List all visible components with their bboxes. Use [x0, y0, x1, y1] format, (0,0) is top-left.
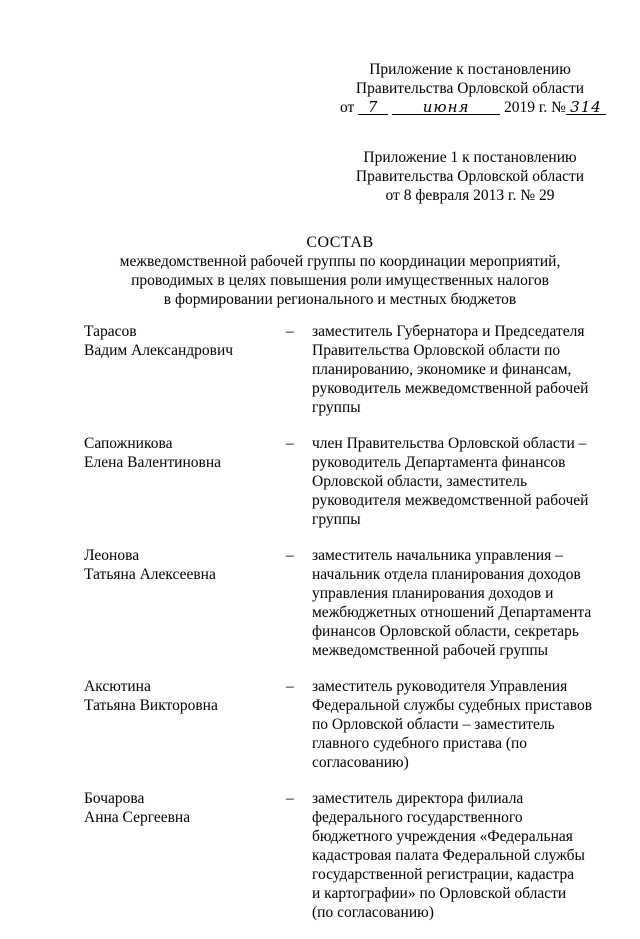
member-role-line: заместитель начальника управления –: [312, 547, 563, 564]
member-name: [84, 434, 286, 529]
appendix-line-2: Правительства Орловской области: [355, 80, 585, 97]
member-dash: –: [286, 790, 294, 807]
original-appendix-line-1: Приложение 1 к постановлению: [363, 149, 577, 166]
member-role-line: межбюджетных отношений Департамента: [312, 604, 592, 621]
member-dash: –: [286, 547, 294, 564]
title-block: [60, 233, 620, 309]
member-surname: Леонова: [84, 547, 140, 564]
member-role-line: заместитель директора филиала: [312, 790, 524, 807]
member-role-line: государственной регистрации, кадастра: [312, 866, 575, 883]
document-title: СОСТАВ: [306, 234, 374, 251]
member-role-line: кадастровая палата Федеральной службы: [312, 847, 585, 864]
handwritten-month: июня: [392, 100, 500, 115]
subtitle-line-2: проводимых в целях повышения роли имущественных налогов: [131, 272, 549, 289]
member-entry: [84, 434, 604, 529]
member-given-names: Елена Валентиновна: [84, 454, 222, 471]
member-role-line: и картографии» по Орловской области: [312, 885, 567, 902]
member-role-line: федерального государственного: [312, 809, 523, 826]
member-dash: –: [286, 435, 294, 452]
member-name: [84, 789, 286, 922]
subtitle-line-3: в формировании регионального и местных бюджетов: [163, 291, 517, 308]
date-prefix: от: [340, 99, 355, 116]
member-entry: [84, 546, 604, 660]
member-surname: Бочарова: [84, 790, 145, 807]
appendix-header: [340, 60, 600, 117]
member-role-line: планированию, экономике и финансам,: [312, 361, 572, 378]
member-dash: –: [286, 323, 294, 340]
member-role-line: руководитель межведомственной рабочей: [312, 380, 589, 397]
member-surname: Сапожникова: [84, 435, 173, 452]
member-name: [84, 322, 286, 417]
member-role: [312, 789, 604, 922]
member-role-line: руководитель Департамента финансов: [312, 454, 566, 471]
member-surname: Тарасов: [84, 323, 137, 340]
member-role-line: Федеральной службы судебных приставов: [312, 697, 593, 714]
original-appendix-line-3: от 8 февраля 2013 г. № 29: [385, 187, 555, 204]
member-role-line: по Орловской области – заместитель: [312, 716, 555, 733]
member-role: [312, 546, 604, 660]
member-role-line: управления планирования доходов и: [312, 585, 554, 602]
appendix-date-line: [340, 98, 600, 117]
handwritten-day: 7: [358, 100, 388, 115]
member-given-names: Анна Сергеевна: [84, 809, 191, 826]
member-role-line: главного судебного пристава (по: [312, 735, 528, 752]
subtitle-line-1: межведомственной рабочей группы по координации мероприятий,: [119, 253, 561, 270]
member-role: [312, 677, 604, 772]
member-entry: [84, 789, 604, 922]
member-entry: [84, 322, 604, 417]
member-surname: Аксютина: [84, 678, 151, 695]
member-dash: –: [286, 678, 294, 695]
member-role-line: заместитель Губернатора и Председателя: [312, 323, 585, 340]
member-name: [84, 546, 286, 660]
member-role-line: бюджетного учреждения «Федеральная: [312, 828, 573, 845]
member-role-line: группы: [312, 399, 361, 416]
member-role-line: начальник отдела планирования доходов: [312, 566, 581, 583]
handwritten-number: 314: [566, 100, 606, 115]
member-role-line: Орловской области, заместитель: [312, 473, 528, 490]
members-list: [84, 322, 604, 939]
member-entry: [84, 677, 604, 772]
member-role-line: группы: [312, 511, 361, 528]
member-role-line: заместитель руководителя Управления: [312, 678, 568, 695]
member-role-line: руководителя межведомственной рабочей: [312, 492, 589, 509]
member-given-names: Татьяна Алексеевна: [84, 566, 216, 583]
original-appendix-header: [340, 148, 600, 205]
original-appendix-line-2: Правительства Орловской области: [355, 168, 585, 185]
date-year: 2019 г. №: [503, 99, 566, 116]
member-role-line: межведомственной рабочей группы: [312, 642, 549, 659]
member-given-names: Вадим Александрович: [84, 342, 234, 359]
member-name: [84, 677, 286, 772]
member-role-line: Правительства Орловской области по: [312, 342, 561, 359]
member-role-line: согласованию): [312, 754, 409, 771]
member-role-line: финансов Орловской области, секретарь: [312, 623, 579, 640]
member-role-line: (по согласованию): [312, 904, 434, 921]
member-role: [312, 434, 604, 529]
member-role: [312, 322, 604, 417]
member-role-line: член Правительства Орловской области –: [312, 435, 587, 452]
appendix-line-1: Приложение к постановлению: [369, 61, 571, 78]
member-given-names: Татьяна Викторовна: [84, 697, 218, 714]
